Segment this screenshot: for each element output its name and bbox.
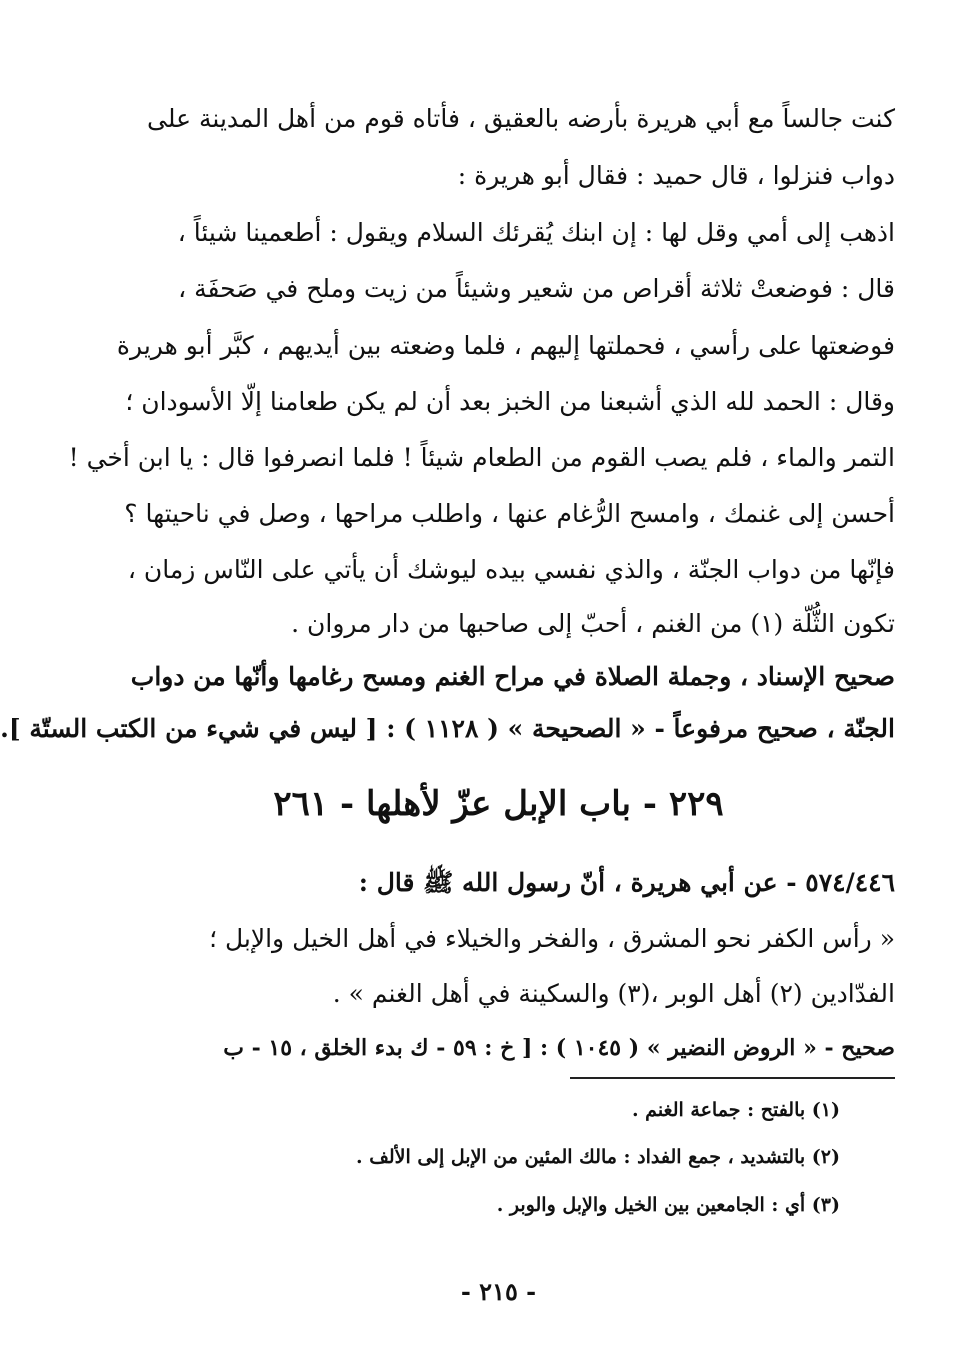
- grading-line: الجنّة ، صحيح مرفوعاً - « الصحيحة » ( ١١٢٨ ) : [ ليس في شيء من الكتب الستّة ].: [0, 714, 895, 743]
- text-line: اذهب إلى أمي وقل لها : إن ابنك يُقرئك السلام ويقول : أطعمينا شيئاً ،: [177, 218, 895, 247]
- chapter-heading: ٢٢٩ - باب الإبل عزّ لأهلها - ٢٦١: [273, 784, 724, 824]
- text-line: أحسن إلى غنمك ، وامسح الرُّغام عنها ، واطلب مراحها ، وصل في ناحيتها ؟: [124, 499, 895, 528]
- page-number: - ٢١٥ -: [460, 1277, 537, 1306]
- text-line: فإنّها من دواب الجنّة ، والذي نفسي بيده ليوشك أن يأتي على النّاس زمان ،: [127, 555, 895, 584]
- text-line: دواب فنزلوا ، قال حميد : فقال أبو هريرة :: [457, 161, 895, 190]
- text-line: تكون الثُّلّة (١) من الغنم ، أحبّ إلى صاحبها من دار مروان .: [291, 609, 895, 638]
- footnote: (٢) بالتشديد ، جمع الفداد : مالك المئين من الإبل إلى الألف .: [355, 1146, 840, 1168]
- grading-line: صحيح الإسناد ، وجملة الصلاة في مراح الغنم ومسح رغامها وأنّها من دواب: [130, 662, 895, 691]
- text-line: التمر والماء ، فلم يصب القوم من الطعام شيئاً ! فلما انصرفوا قال : يا ابن أخي !: [68, 443, 895, 472]
- text-line: فوضعتها على رأسي ، فحملتها إليهم ، فلما وضعته بين أيديهم ، كبَّر أبو هريرة: [116, 331, 895, 360]
- text-line: قال : فوضعتْ ثلاثة أقراص من شعير وشيئاً من زيت وملح في صَحفَة ،: [178, 274, 895, 303]
- footnote: (١) بالفتح : جماعة الغنم .: [631, 1099, 840, 1121]
- hadith-line: الفدّادين (٢) أهل الوبر ،(٣) والسكينة في أهل الغنم » .: [332, 979, 895, 1008]
- footnote: (٣) أي : الجامعين بين الخيل والإبل والوبر .: [496, 1194, 840, 1216]
- text-line: وقال : الحمد لله الذي أشبعنا من الخبز بعد أن لم يكن طعامنا إلّا الأسودان ؛: [125, 387, 895, 416]
- text-line: كنت جالساً مع أبي هريرة بأرضه بالعقيق ، فأتاه قوم من أهل المدينة على: [147, 104, 895, 133]
- hadith-line: « رأس الكفر نحو المشرق ، والفخر والخيلاء في أهل الخيل والإبل ؛: [209, 924, 895, 953]
- hadith-grading: صحيح - « الروض النضير » ( ١٠٤٥ ) : [ خ : ٥٩ - ك بدء الخلق ، ١٥ - ب: [223, 1035, 895, 1061]
- hadith-line: ٥٧٤/٤٤٦ - عن أبي هريرة ، أنّ رسول الله ﷺ قال :: [358, 868, 895, 897]
- footnote-divider: [570, 1077, 895, 1079]
